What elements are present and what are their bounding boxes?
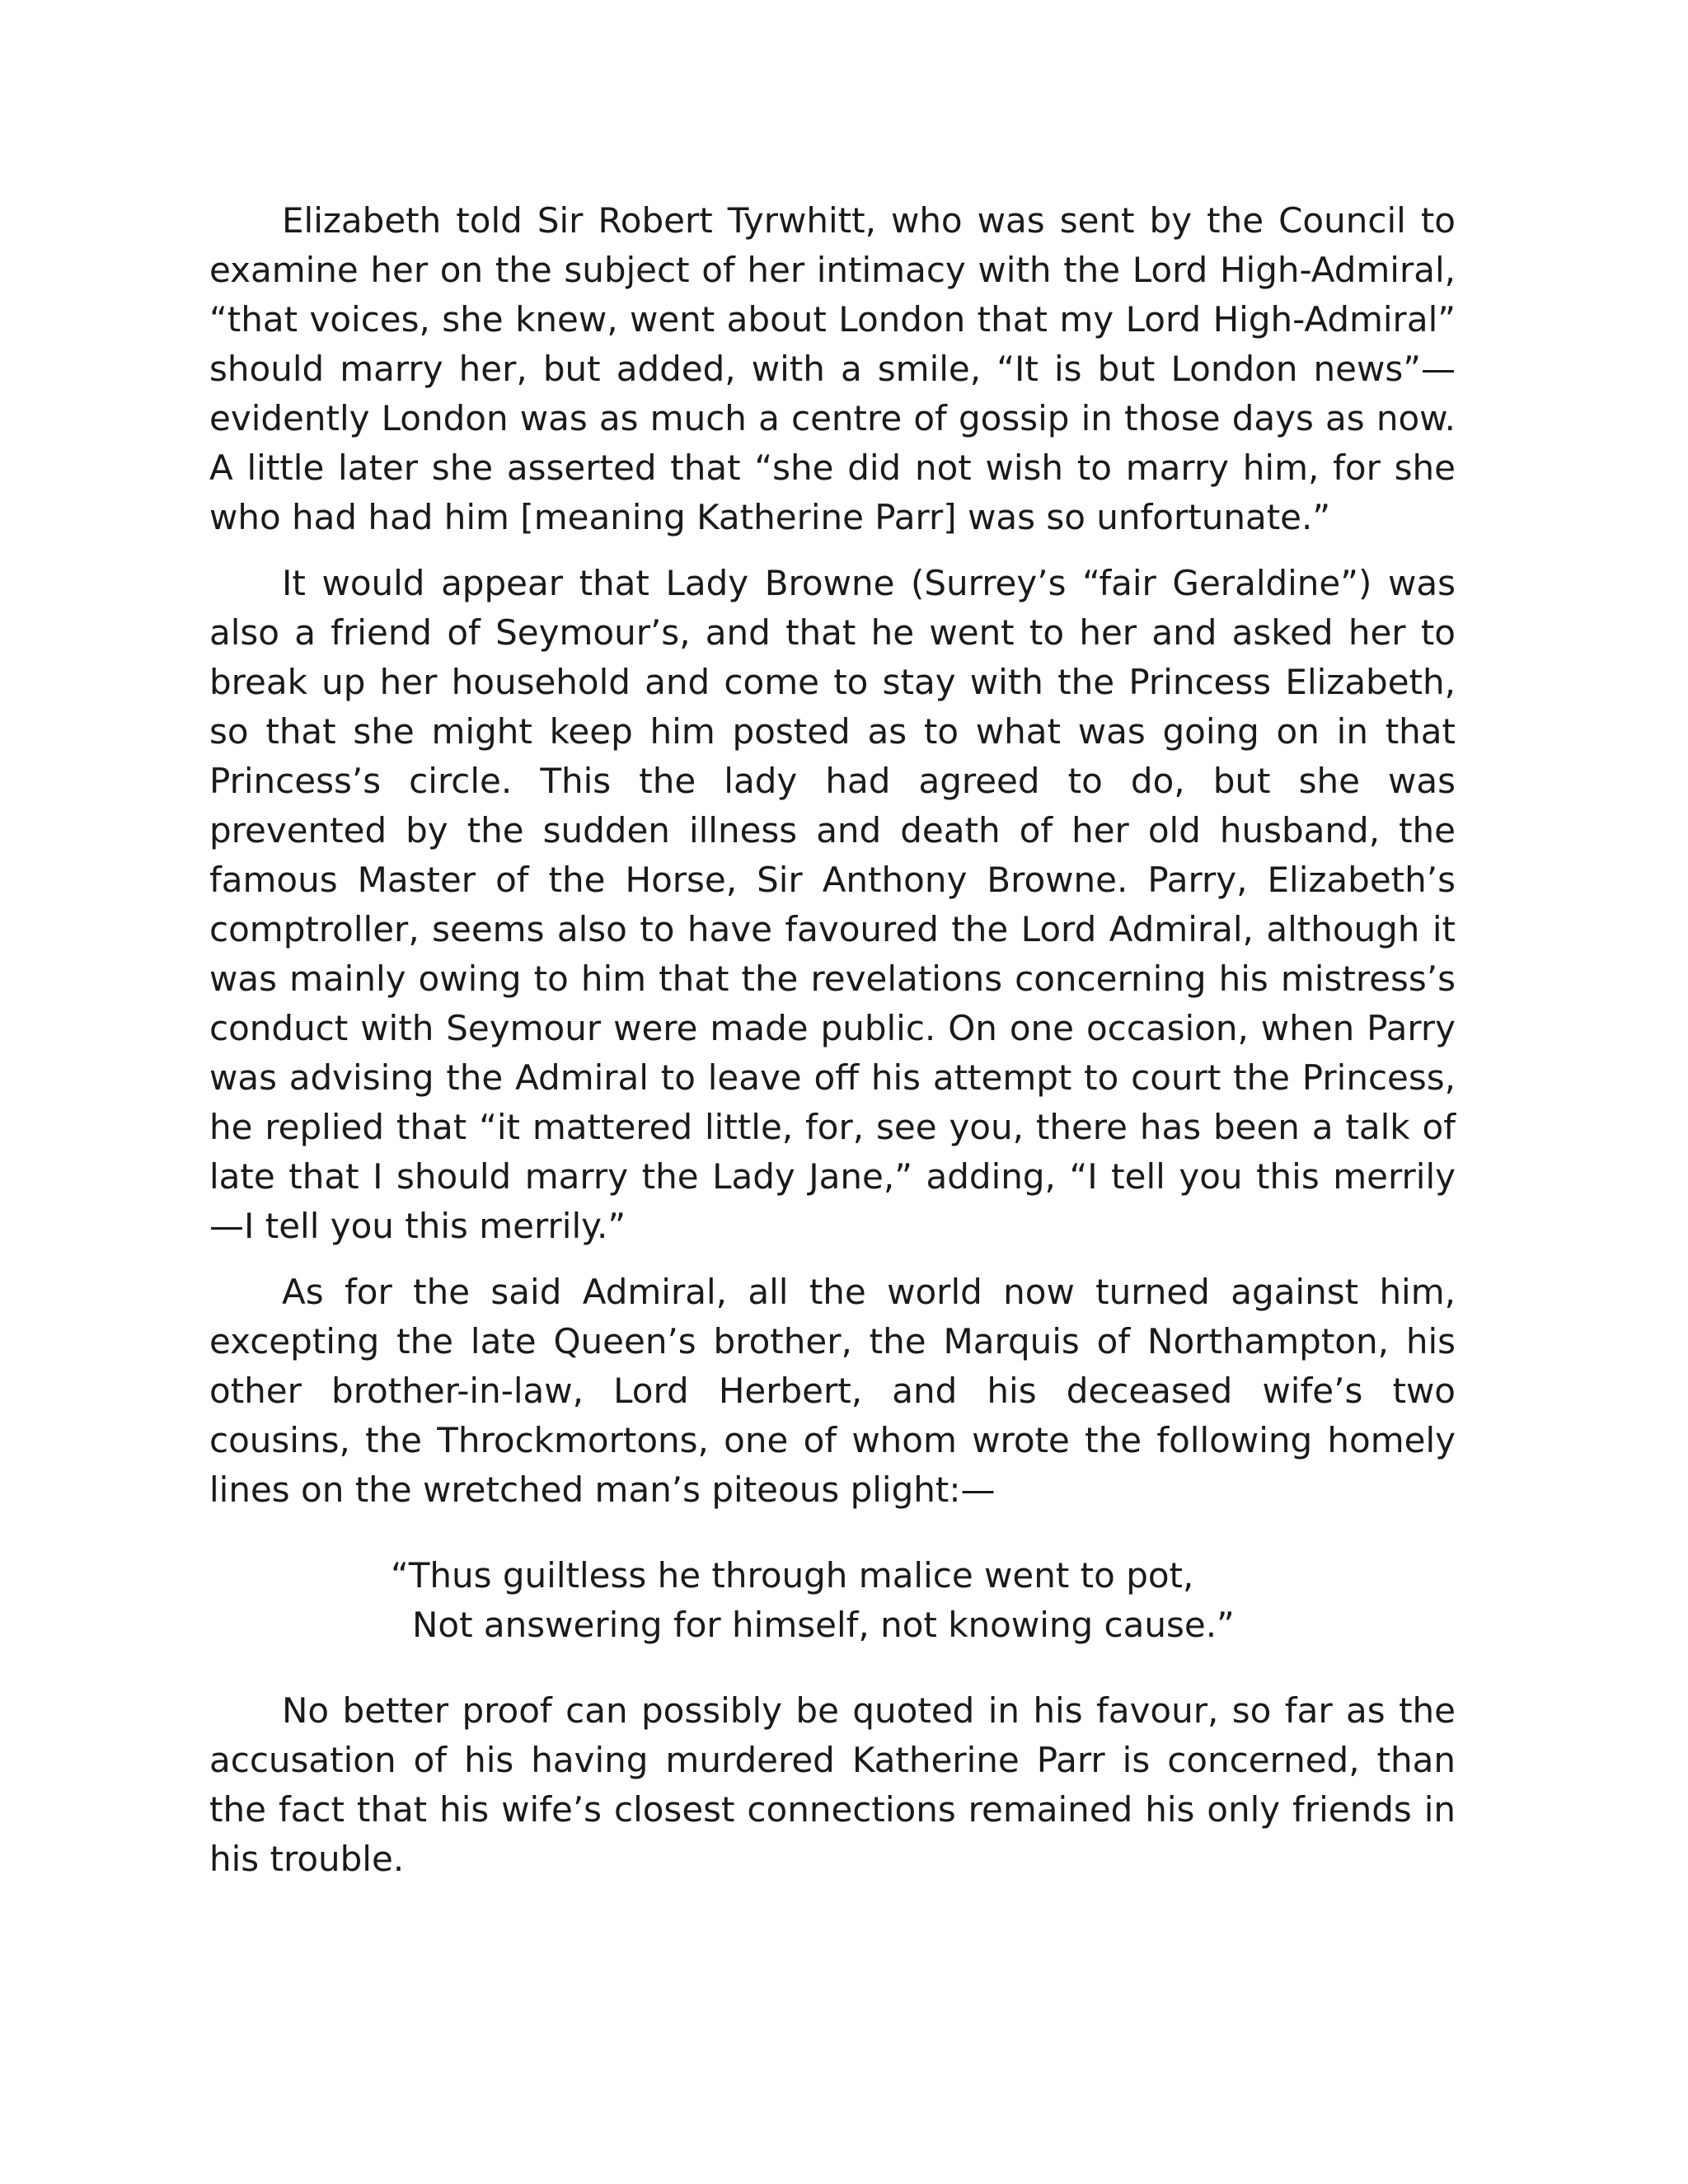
paragraph-lady-browne: It would appear that Lady Browne (Surrey’s “fair Geraldine”) was also a friend of Seymour’s, and that he went to her and asked her to break up her household and come to stay with the Princess Elizabeth, so that she might keep him posted as to what was going on in that Princess’s circle. This the lady had agreed to do, but she was prevented by the sudden illness and death of her old husband, the famous Master of the Horse, Sir Anthony Browne. Parry, Elizabeth’s comptroller, seems also to have favoured the Lord Admiral, although it was mainly owing to him that the revelations concerning his mistress’s conduct with Seymour were made public. On one occasion, when Parry was advising the Admiral to leave off his attempt to court the Princess, he replied that “it mattered little, for, see you, there has been a talk of late that I should marry the Lady Jane,” adding, “I tell you this merrily—I tell you this merrily.” <box>209 563 1456 1246</box>
paragraph-admiral: As for the said Admiral, all the world now turned against him, excepting the late Queen’s brother, the Marquis of Northampton, his other brother-in-law, Lord Herbert, and his deceased wife’s two cousins, the Throckmortons, one of whom wrote the following homely lines on the wretched man’s piteous plight:— <box>209 1272 1456 1510</box>
verse-line-1: “Thus guiltless he through malice went to pot, <box>391 1555 1194 1596</box>
paragraph-closing: No better proof can possibly be quoted in his favour, so far as the accusation of his having murdered Katherine Parr is concerned, than the fact that his wife’s closest connections remained his only friends in his trouble. <box>209 1690 1456 1879</box>
body-text <box>209 196 1456 1884</box>
verse-line-2: Not answering for himself, not knowing cause.” <box>412 1605 1235 1645</box>
quoted-verse <box>391 1551 1456 1650</box>
paragraph-tyrwhitt: Elizabeth told Sir Robert Tyrwhitt, who was sent by the Council to examine her on the subject of her intimacy with the Lord High-Admiral, “that voices, she knew, went about London that my Lord High-Admiral” should marry her, but added, with a smile, “It is but London news”—evidently London was as much a centre of gossip in those days as now. A little later she asserted that “she did not wish to marry him, for she who had had him [meaning Katherine Parr] was so unfortunate.” <box>209 200 1456 537</box>
